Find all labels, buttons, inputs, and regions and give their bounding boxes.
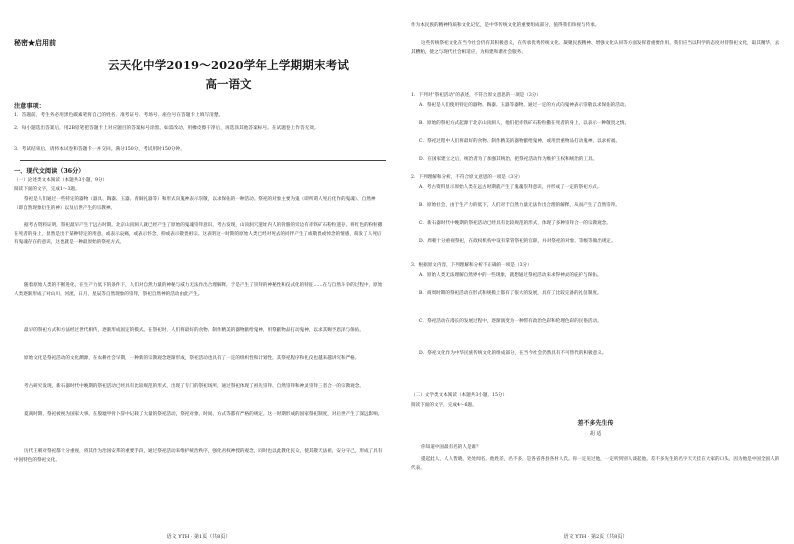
question-2-option-d: D．周朝十分重视祭祀，在政权机构中设有掌管祭祀的官职，并对祭祀的对象、等级等做出规定。 [419,239,616,244]
passage-paragraph: 随着原始人类的不断进化，在生产力低下的条件下，人们对自然力量的神秘与威力无法作出合理解释，于是产生了崇拜的神秘性和仪式化的特征……在与自然斗争的过程中，原始人类逐渐形成了对山川、河流、日月、星辰等自然现象的崇拜，祭祀自然神的活动由此产生。 [14,283,383,297]
subsection-b-instruction: 阅读下面的文字，完成4～6题。 [411,403,477,408]
question-3-option-c: C．祭祀活动在漫长的发展过程中，逐渐演变为一种带有政治色彩和伦理色彩的民俗活动。 [419,319,602,324]
passage-paragraph: 考古研究发现，新石器时代中晚期的祭祀活动已经具有比较规范的形式，出现了专门的祭祀场所，通过祭祀体现了祖先崇拜、自然崇拜和神灵崇拜三者合一的宗教观念。 [24,384,364,389]
page-footer-right: 语文 YTH · 第2页（共8页） [563,534,628,540]
question-2-option-a: A．考古资料显示原始人类在远古时期就产生了鬼魂崇拜意识，并形成了一定的祭祀方式。 [419,185,602,190]
question-1-option-c: C．祭祀过程中人们将最好的食物、制作精美的器物献给鬼神，或用贵重物品打动鬼神，以求祈福。 [419,139,621,144]
passage-paragraph: 这些传统祭祀文化在当今社会仍有其积极意义，在传承优秀传统文化、凝聚民族精神、增强文化认同等方面发挥着重要作用。我们应当以科学的态度对待祭祀文化，取其精华，去其糟粕，使之与现代社会相适应，为构建和谐社会服务。 [411,41,780,55]
subsection-b: （二）文学类文本阅读（本题共3小题，15分） [411,393,508,398]
question-1-option-a: A．祭祀是人们使用特定的器物、陶器、玉器等器物，通过一定的方式向鬼神表示崇敬以求保佑的活动。 [419,103,630,108]
passage-paragraph: 历代王朝对祭祀都十分重视，将其作为治国安邦的重要手段，通过祭祀活动来维护统治秩序，强化君权神授的观念，同时也以此教化民众，使其敬天法祖，安分守己，形成了具有中国特色的祭祀文化。 [14,449,383,463]
passage-paragraph: 据考古资料证明，祭祀最早产生于远古时期。北京山顶洞人就已经产生了原始的鬼魂崇拜意识，考古发现，山顶洞穴遗址内人的骨骼的旁边有赤铁矿石粉粒遗存。将红色的粉粒撒在死者的身上，显然是出于某种特定的用意，或表示哀痛，或表示怀念，抑或表示敬畏祖宗。这表明这一时期的原始人类已经对死去的同伴产生了或敬畏或悼念的情感，萌发了人死后有鬼魂存在的意识，这也就是一种最原始的祭祀方式。 [14,223,383,246]
question-1-option-b: B．原始的祭祀方式起源于北京山顶洞人，他们把赤铁矿石粉粒撒在死者的身上，以表示一种敬畏之情。 [419,121,630,126]
passage-paragraph: 原始文化是祭祀活动的文化渊源，在农耕社会早期，一种新的宗教观念逐渐形成，祭祀活动也具有了一定的组织性和计划性，其祭祀程序和礼仪也越来越讲究和严格。 [24,356,360,361]
passage-paragraph: 夏商时期，祭祀被视为国家大事。在殷墟甲骨卜辞中记载了大量的祭祀活动，祭祀对象、时间、方式等都有严格的规定。这一时期形成的国家祭祀制度，对后世产生了深远影响。 [24,412,383,417]
story-paragraph: 提起此人，人人皆晓，处处闻名。他姓差，名不多，是各省各县各村人氏。你一定见过他，一定听到别人谈起他。差不多先生的名字天天挂在大家的口头，因为他是中国全国人的代表。 [411,457,780,471]
question-2-stem: 2．下列理解和分析，不符合原文意思的一项是（3分） [411,175,523,180]
subsection-a: （一）论述类文本阅读（本题共3小题，9分） [14,178,108,183]
passage-paragraph: 最早的祭祀方式和方法经过世代相传，逐渐形成固定的模式。在祭祀时，人们将最好的食物、制作精美的器物献给鬼神，用祭献物品打动鬼神，以求其赐予恩泽与保佑。 [24,328,364,333]
exam-subject: 高一语文 [205,77,252,91]
question-3-option-b: B．商周时期的祭祀活动在形式和规模上都有了很大的发展，具有了比较完备的礼仪制度。 [419,291,602,296]
question-1-option-d: D．在国家建立之后，统治者为了加强其统治，把祭祀活动作为维护王权和统治的工具。 [419,157,598,162]
notes-heading: 注意事项： [14,103,45,110]
question-2-option-c: C．新石器时代中晚期的祭祀活动已经具有比较规范的形式，体现了多种崇拜合一的宗教观念。 [419,221,611,226]
story-author: 胡 适 [589,431,602,437]
page-right [397,0,794,544]
section-heading: 一、现代文阅读（36分） [14,168,85,175]
passage-paragraph: 作为本民族的精神特质和文化记忆，是中华传统文化的重要组成部分，值得我们珍视与传承。 [411,23,600,28]
question-1-stem: 1．下列对“祭祀活动”的表述，不符合原文意思的一项是（3分） [411,93,541,98]
story-title: 差不多先生传 [577,420,614,427]
page-footer-left: 语文 YTH · 第1页（共8页） [166,534,231,540]
question-3-stem: 3．根据原文内容，下列理解和分析不正确的一项是（3分） [411,263,532,268]
divider-line [20,160,386,161]
subsection-a-instruction: 阅读下面的文字，完成1～3题。 [14,187,80,192]
notes-item-3: 3．考试结束后，请将本试卷和答题卡一并交回。满分150分，考试用时150分钟。 [14,147,185,152]
notes-item-2: 2．每小题选出答案后，用2B铅笔把答题卡上对应题目的答案标号涂黑。如需改动，用橡皮擦干净后，再选涂其他答案标号。在试题卷上作答无效。 [14,126,319,131]
question-3-option-a: A．原始人类无法理解自然界中的一些现象，就想通过祭祀活动来求得神灵的庇护与保佑。 [419,273,602,278]
exam-title: 云天化中学2019～2020学年上学期期末考试 [107,58,350,72]
story-paragraph: 你知道中国最有名的人是谁？ [421,445,481,450]
passage-paragraph: 祭祀是人们通过一些特定的器物（器具、陶器、玉器、青铜礼器等）和形式向鬼神表示崇敬，以求保佑的一种活动。祭祀的对象主要为鬼（即所谓人死后化作的鬼魂）、自然神（即自然现象衍生的神）以及后世产生的宗教神。 [14,197,376,211]
notes-item-1: 1．答题前，考生务必用黑色碳素笔将自己的姓名、准考证号、考场号、座位号在答题卡上填写清楚。 [14,113,224,118]
question-2-option-b: B．原始社会，由于生产力的低下，人们对于自然力量无法作出合理的解释，从而产生了自然崇拜。 [419,203,620,208]
secret-label: 秘密★启用前 [14,38,56,47]
question-3-option-d: D．祭祀文化作为中华民族传统文化的组成部分，在当今社会仍然具有不可替代的积极意义。 [419,351,607,356]
